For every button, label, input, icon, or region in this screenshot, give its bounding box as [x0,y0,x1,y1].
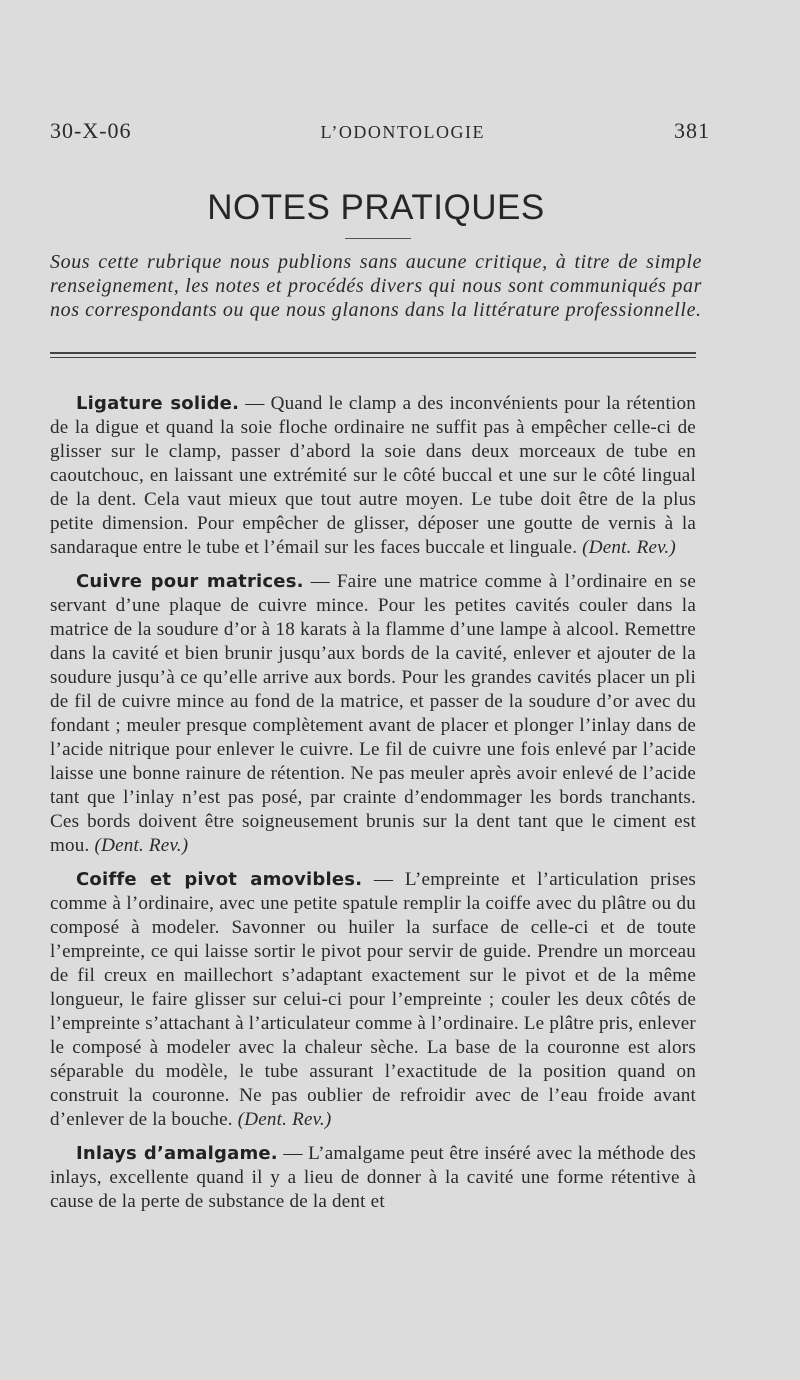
section-intro: Sous cette rubrique nous publions sans aucune critique, à titre de simple renseignement, les notes et procédés divers qui nous sont communiqués par nos correspondants ou que nous glanons dans la littérature professionnelle. [50,251,702,321]
issue-date: 30-X-06 [50,118,132,143]
section-title: NOTES PRATIQUES [207,188,545,227]
article-body [50,392,696,1224]
page-number: 381 [674,118,710,143]
article-heading: Inlays d’amalgame. [76,1143,278,1164]
article-text: Faire une matrice comme à l’ordinaire en se servant d’une plaque de cuivre mince. Pour les petites cavités couler dans la matrice de la soudure d’or à 18 karats à la flamme d’une lampe à alcool. Remettre dans la cavité et bien brunir jusqu’aux bords de la cavité, enlever et ajouter de la soudure jusqu’à ce qu’elle arrive aux bords. Pour les grandes cavités placer un pli de fil de cuivre mince au fond de la matrice, et passer de la soudure d’or avec du fondant ; meuler presque complètement avant de placer et plonger l’inlay dans de l’acide nitrique pour enlever le cuivre. Le fil de cuivre une fois enlevé par l’acide laisse une bonne rainure de rétention. Ne pas meuler après avoir enlevé de l’acide tant que l’inlay n’est pas posé, par crainte d’endommager les bords tranchants. Ces bords doivent être soigneusement brunis sur la dent tant que le ciment est mou. [50,571,696,856]
title-divider [345,238,411,239]
article-text: Quand le clamp a des inconvénients pour la rétention de la digue et quand la soie floche ordinaire ne suffit pas à empêcher celle-ci de glisser sur le clamp, passer d’abord la soie dans deux morceaux de tube en caoutchouc, en laissant une extrémité sur le côté buccal et une sur le côté lingual de la dent. Cela vaut mieux que tout autre moyen. Le tube doit être de la plus petite dimension. Pour empêcher de glisser, déposer une goutte de vernis à la sandaraque entre le tube et l’émail sur les faces buccale et linguale. [50,393,696,558]
article-inlays-amalgame: Inlays d’amalgame. — L’amalgame peut être inséré avec la méthode des inlays, excellente quand il y a lieu de donner à la cavité une forme rétentive à cause de la perte de substance de la dent et [50,1143,696,1212]
double-divider [50,352,696,358]
article-source: (Dent. Rev.) [237,1109,332,1130]
article-heading: Cuivre pour matrices. [76,571,304,592]
article-coiffe-pivot: Coiffe et pivot amovibles. — L’empreinte et l’articulation prises comme à l’ordinaire, avec une petite spatule remplir la coiffe avec du plâtre ou du composé à modeler. Savonner ou huiler la surface de celle-ci et de toute l’empreinte, ce qui laisse sortir le pivot pour servir de guide. Prendre un morceau de fil creux en maillechort s’adaptant exactement sur le pivot et de la même longueur, le faire glisser sur celui-ci pour l’empreinte ; couler les deux côtés de l’empreinte s’attachant à l’articulateur comme à l’ordinaire. Le plâtre pris, enlever le composé à modeler avec la chaleur sèche. La base de la couronne est alors séparable du modèle, le tube assurant l’exactitude de la position quand on construit la couronne. Ne pas oublier de refroidir avec de l’eau froide avant d’enlever de la bouche. (Dent. Rev.) [50,869,696,1130]
article-cuivre-matrices: Cuivre pour matrices. — Faire une matrice comme à l’ordinaire en se servant d’une plaque de cuivre mince. Pour les petites cavités couler dans la matrice de la soudure d’or à 18 karats à la flamme d’une lampe à alcool. Remettre dans la cavité et bien brunir jusqu’aux bords de la cavité, enlever et ajouter de la soudure jusqu’à ce qu’elle arrive aux bords. Pour les grandes cavités placer un pli de fil de cuivre mince au fond de la matrice, et passer de la soudure d’or avec du fondant ; meuler presque complètement avant de placer et plonger l’inlay dans de l’acide nitrique pour enlever le cuivre. Le fil de cuivre une fois enlevé par l’acide laisse une bonne rainure de rétention. Ne pas meuler après avoir enlevé de l’acide tant que l’inlay n’est pas posé, par crainte d’endommager les bords tranchants. Ces bords doivent être soigneusement brunis sur la dent tant que le ciment est mou. (Dent. Rev.) [50,571,696,856]
article-ligature-solide: Ligature solide. — Quand le clamp a des inconvénients pour la rétention de la digue et quand la soie floche ordinaire ne suffit pas à empêcher celle-ci de glisser sur le clamp, passer d’abord la soie dans deux morceaux de tube en caoutchouc, en laissant une extrémité sur le côté buccal et une sur le côté lingual de la dent. Cela vaut mieux que tout autre moyen. Le tube doit être de la plus petite dimension. Pour empêcher de glisser, déposer une goutte de vernis à la sandaraque entre le tube et l’émail sur les faces buccale et linguale. (Dent. Rev.) [50,393,696,558]
article-source: (Dent. Rev.) [582,537,676,558]
article-heading: Coiffe et pivot amovibles. [76,869,363,890]
article-text: L’amalgame peut être inséré avec la méthode des inlays, excellente quand il y a lieu de donner à la cavité une forme rétentive à cause de la perte de substance de la dent et [50,1143,696,1212]
article-heading: Ligature solide. [76,393,240,414]
article-source: (Dent. Rev.) [94,835,189,856]
running-header [50,118,710,144]
journal-name: L’ODONTOLOGIE [320,122,486,142]
article-text: L’empreinte et l’articulation prises comme à l’ordinaire, avec une petite spatule remplir la coiffe avec du plâtre ou du composé à modeler. Savonner ou huiler la surface de celle-ci et de toute l’empreinte, ce qui laisse sortir le pivot pour servir de guide. Prendre un morceau de fil creux en maillechort s’adaptant exactement sur le pivot et de la même longueur, le faire glisser sur celui-ci pour l’empreinte ; couler les deux côtés de l’empreinte s’attachant à l’articulateur comme à l’ordinaire. Le plâtre pris, enlever le composé à modeler avec la chaleur sèche. La base de la couronne est alors séparable du modèle, le tube assurant l’exactitude de la position quand on construit la couronne. Ne pas oublier de refroidir avec de l’eau froide avant d’enlever de la bouche. [50,869,696,1130]
